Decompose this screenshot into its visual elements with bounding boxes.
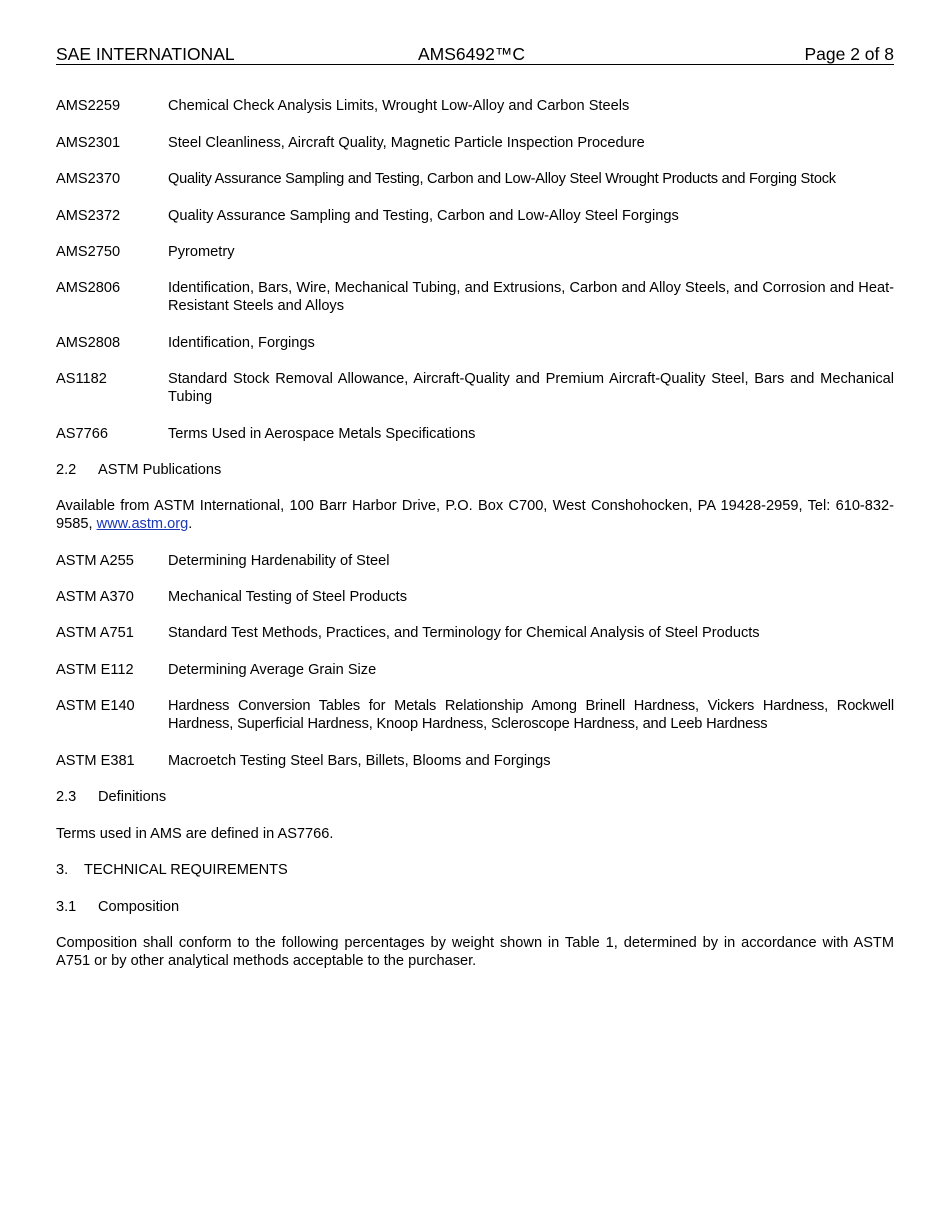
reference-entry	[56, 425, 894, 443]
reference-entry	[56, 243, 894, 261]
reference-code: AS1182	[56, 371, 107, 387]
reference-entry	[56, 624, 894, 642]
section-number: 2.2	[56, 462, 77, 478]
reference-title: Standard Test Methods, Practices, and Terminology for Chemical Analysis of Steel Products	[168, 625, 760, 641]
reference-code: AS7766	[56, 426, 108, 442]
reference-title: Steel Cleanliness, Aircraft Quality, Magnetic Particle Inspection Procedure	[168, 135, 645, 151]
reference-entry	[56, 752, 894, 770]
header-page-number: Page 2 of 8	[804, 44, 894, 64]
reference-entry	[56, 279, 894, 315]
reference-entry	[56, 207, 894, 225]
page-header	[56, 44, 894, 65]
reference-code: ASTM A255	[56, 553, 134, 569]
reference-entry	[56, 588, 894, 606]
reference-code: ASTM A751	[56, 625, 134, 641]
reference-code: ASTM E381	[56, 753, 135, 769]
reference-entry	[56, 170, 894, 188]
reference-entry	[56, 97, 894, 115]
reference-entry	[56, 134, 894, 152]
section-number: 3.1	[56, 899, 77, 915]
reference-title: Standard Stock Removal Allowance, Aircraft-Quality and Premium Aircraft-Quality Steel, Bars and Mechanical Tubing	[168, 371, 894, 406]
reference-code: AMS2301	[56, 135, 121, 151]
availability-text-end: .	[188, 516, 193, 533]
reference-title: Quality Assurance Sampling and Testing, Carbon and Low-Alloy Steel Forgings	[168, 208, 679, 224]
availability-text: Available from ASTM International, 100 Barr Harbor Drive, P.O. Box C700, West Conshohocken, PA 19428-2959, Tel: 610-832-9585,	[56, 498, 894, 533]
reference-title: Pyrometry	[168, 244, 235, 260]
reference-code: AMS2750	[56, 244, 121, 260]
reference-code: ASTM E112	[56, 662, 134, 678]
reference-title: Terms Used in Aerospace Metals Specifications	[168, 426, 476, 442]
reference-entry	[56, 334, 894, 352]
reference-code: AMS2808	[56, 335, 121, 351]
reference-code: AMS2806	[56, 280, 121, 296]
header-org: SAE INTERNATIONAL	[56, 44, 235, 64]
reference-code: AMS2370	[56, 171, 121, 187]
section-heading-3-1	[56, 898, 179, 916]
reference-title: Chemical Check Analysis Limits, Wrought Low-Alloy and Carbon Steels	[168, 98, 630, 114]
reference-title: Determining Hardenability of Steel	[168, 553, 390, 569]
reference-title: Determining Average Grain Size	[168, 662, 377, 678]
astm-availability-paragraph	[56, 497, 894, 533]
section-title: Definitions	[98, 789, 167, 805]
definitions-paragraph: Terms used in AMS are defined in AS7766.	[56, 826, 334, 842]
composition-paragraph: Composition shall conform to the following percentages by weight shown in Table 1, determined by in accordance with ASTM A751 or by other analytical methods acceptable to the purchaser.	[56, 935, 894, 970]
section-heading-2-2	[56, 461, 221, 479]
section-number: 2.3	[56, 789, 77, 805]
section-title: Composition	[98, 899, 180, 915]
reference-title: Identification, Forgings	[168, 335, 315, 351]
reference-title: Identification, Bars, Wire, Mechanical Tubing, and Extrusions, Carbon and Alloy Steels, and Corrosion and Heat-Resistant Steels and Alloys	[168, 280, 894, 315]
section-title: ASTM Publications	[98, 462, 222, 478]
header-doc-id: AMS6492™C	[418, 44, 525, 64]
reference-code: ASTM E140	[56, 698, 135, 714]
reference-title: Mechanical Testing of Steel Products	[168, 589, 408, 605]
section-title: TECHNICAL REQUIREMENTS	[84, 862, 288, 878]
reference-entry	[56, 661, 894, 679]
reference-code: ASTM A370	[56, 589, 134, 605]
reference-title: Macroetch Testing Steel Bars, Billets, Blooms and Forgings	[168, 753, 551, 769]
astm-website-link[interactable]: www.astm.org	[96, 516, 189, 533]
section-number: 3.	[56, 862, 69, 878]
reference-code: AMS2259	[56, 98, 121, 114]
reference-entry	[56, 370, 894, 406]
reference-title: Quality Assurance Sampling and Testing, Carbon and Low-Alloy Steel Wrought Products and Forging Stock	[168, 171, 836, 187]
section-heading-2-3	[56, 788, 166, 806]
reference-code: AMS2372	[56, 208, 121, 224]
reference-entry	[56, 552, 894, 570]
section-heading-3	[56, 861, 288, 879]
reference-title: Hardness Conversion Tables for Metals Relationship Among Brinell Hardness, Vickers Hardness, Rockwell Hardness, Superficial Hardness, Knoop Hardness, Scleroscope Hardness, and Leeb Hardness	[168, 698, 894, 733]
reference-entry	[56, 697, 894, 733]
